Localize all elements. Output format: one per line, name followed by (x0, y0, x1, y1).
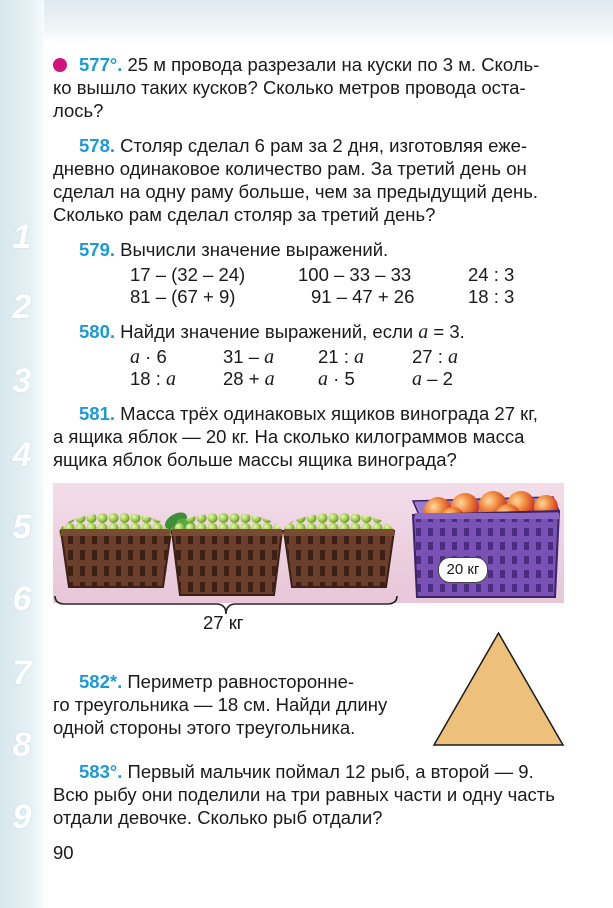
problem-text: Найди значение выражений, если (120, 321, 414, 342)
expression: a · 6 (130, 346, 167, 368)
problem-580 (79, 320, 564, 345)
apples-weight-label: 20 кг (438, 557, 488, 583)
grape-crate (59, 513, 171, 587)
problem-number: 581. (79, 403, 116, 424)
difficulty-bullet (53, 58, 67, 72)
problem-583 (79, 760, 564, 784)
side-number: 9 (12, 798, 32, 836)
grapes-weight-label: 27 кг (203, 612, 244, 633)
problem-number: 578. (79, 135, 116, 156)
side-number: 6 (12, 580, 32, 618)
top-band (0, 0, 613, 44)
problem-text-line: 25 м провода разрезали на куски по 3 м. Сколь- (127, 54, 540, 75)
variable-a: a (418, 321, 429, 343)
expression: 18 : 3 (468, 286, 515, 307)
expression: 17 – (32 – 24) (130, 264, 246, 285)
expression: a · 5 (318, 368, 355, 390)
problem-number: 583°. (79, 761, 123, 782)
expression: 31 – a (223, 346, 275, 368)
problem-number: 579. (79, 239, 116, 260)
problem-text-line: Масса трёх одинаковых ящиков винограда 27 кг, (120, 403, 538, 424)
apple-box (413, 491, 559, 597)
expression: a – 2 (412, 368, 453, 390)
expression: 100 – 33 – 33 (298, 264, 412, 285)
expression: 27 : a (412, 346, 458, 368)
problem-577 (79, 53, 564, 77)
problem-581-line-3: ящика яблок больше массы ящика винограда? (53, 449, 457, 470)
crates-illustration (53, 483, 564, 603)
expression: 28 + a (223, 368, 275, 390)
side-number: 4 (12, 436, 32, 474)
problem-578-line-2: дневно одинаковое количество рам. За третий день он (53, 158, 527, 179)
problem-581-line-2: а ящика яблок — 20 кг. На сколько килограммов масса (53, 426, 525, 447)
problem-582 (79, 670, 414, 694)
grape-crate (282, 513, 394, 587)
expression: 91 – 47 + 26 (311, 286, 415, 307)
problem-582-line-3: одной стороны этого треугольника. (53, 717, 356, 738)
side-number: 1 (12, 218, 32, 256)
problem-578 (79, 134, 564, 158)
expression: 81 – (67 + 9) (130, 286, 236, 307)
expression: 24 : 3 (468, 264, 515, 285)
problem-text: = 3. (433, 321, 465, 342)
side-number: 7 (12, 654, 32, 692)
problem-582-line-2: го треугольника — 18 см. Найди длину (53, 694, 388, 715)
problem-number: 577°. (79, 54, 123, 75)
problem-583-line-2: Всю рыбу они поделили на три равных части и одну часть (53, 784, 555, 805)
side-strip (0, 0, 44, 908)
problem-579 (79, 238, 564, 262)
side-number: 5 (12, 508, 32, 546)
page-number: 90 (53, 842, 74, 863)
problem-text-line: Периметр равносторонне- (127, 671, 355, 692)
problem-text-line: Столяр сделал 6 рам за 2 дня, изготовляя еже- (120, 135, 528, 156)
problem-number: 580. (79, 321, 116, 342)
problem-577-line-2: ко вышло таких кусков? Сколько метров провода оста- (53, 77, 526, 98)
equilateral-triangle (432, 630, 565, 748)
problem-583-line-3: отдали девочке. Сколько рыб отдали? (53, 807, 383, 828)
side-number: 8 (12, 726, 32, 764)
problem-text-line: Первый мальчик поймал 12 рыб, а второй — 9. (127, 761, 534, 782)
side-number: 2 (12, 288, 32, 326)
problem-number: 582*. (79, 671, 123, 692)
grape-crate (170, 513, 282, 595)
expression: 21 : a (318, 346, 364, 368)
side-number: 3 (12, 362, 32, 400)
expression: 18 : a (130, 368, 176, 390)
problem-text: Вычисли значение выражений. (120, 239, 389, 260)
problem-577-line-3: лось? (53, 100, 104, 121)
problem-578-line-4: Сколько рам сделал столяр за третий день? (53, 204, 436, 225)
problem-581 (79, 402, 564, 426)
problem-578-line-3: сделал на одну раму больше, чем за предыдущий день. (53, 181, 539, 202)
